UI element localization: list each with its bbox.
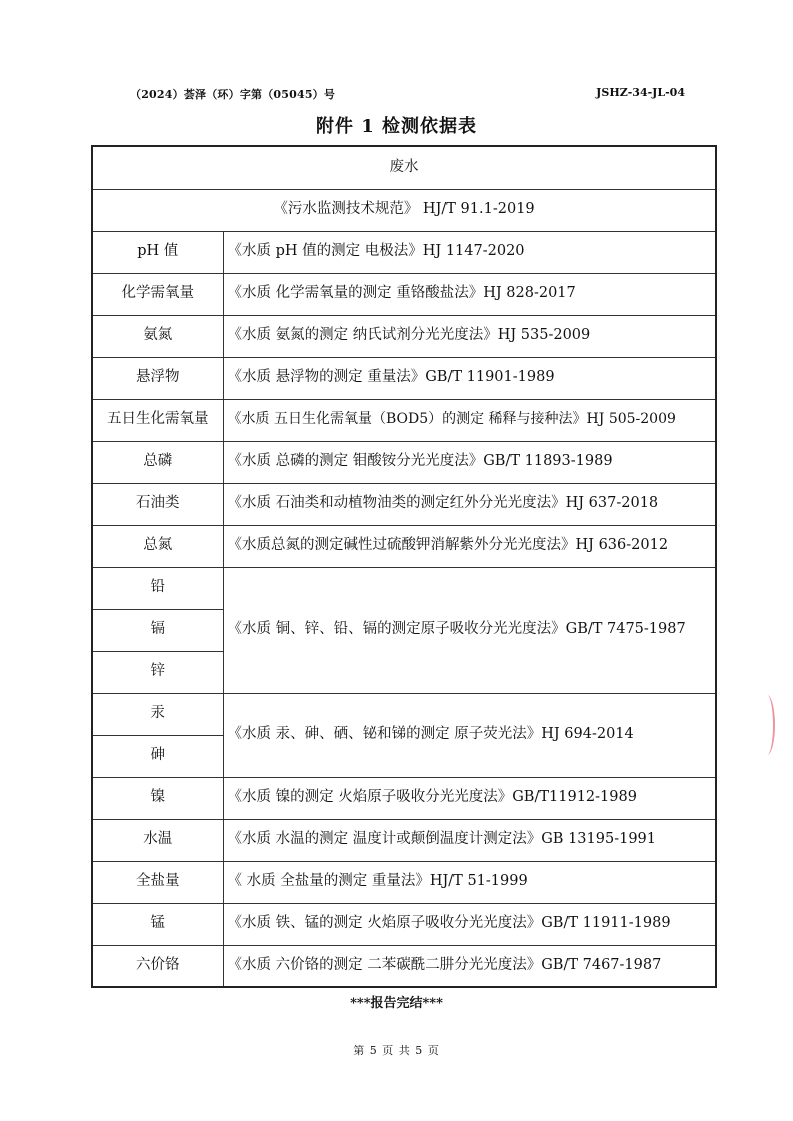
param-cell: 镍 [92,777,223,819]
method-cell: 《水质 化学需氧量的测定 重铬酸盐法》HJ 828-2017 [223,273,716,315]
table-row [92,777,716,819]
param-cell: 化学需氧量 [92,273,223,315]
param-cell: 总氮 [92,525,223,567]
table-row [92,441,716,483]
method-cell: 《 水质 全盐量的测定 重量法》HJ/T 51-1999 [223,861,716,903]
report-end-marker: ***报告完结*** [350,996,443,1011]
table-row [92,819,716,861]
table-row [92,357,716,399]
method-cell: 《水质总氮的测定碱性过硫酸钾消解紫外分光光度法》HJ 636-2012 [223,525,716,567]
method-cell: 《水质 五日生化需氧量（BOD5）的测定 稀释与接种法》HJ 505-2009 [223,399,716,441]
table-row [92,945,716,987]
param-cell: pH 值 [92,231,223,273]
method-cell: 《水质 六价铬的测定 二苯碳酰二肼分光光度法》GB/T 7467-1987 [223,945,716,987]
param-cell: 全盐量 [92,861,223,903]
table-row [92,231,716,273]
method-cell-merged: 《水质 铜、锌、铅、镉的测定原子吸收分光光度法》GB/T 7475-1987 [223,567,716,693]
method-cell: 《水质 氨氮的测定 纳氏试剂分光光度法》HJ 535-2009 [223,315,716,357]
param-cell: 锌 [92,651,223,693]
doc-number: （2024）荟泽（环）字第（05045）号 [130,88,336,101]
method-cell-merged: 《水质 汞、砷、硒、铋和锑的测定 原子荧光法》HJ 694-2014 [223,693,716,777]
param-cell: 锰 [92,903,223,945]
param-cell: 镉 [92,609,223,651]
param-cell: 铅 [92,567,223,609]
method-cell: 《水质 镍的测定 火焰原子吸收分光光度法》GB/T11912-1989 [223,777,716,819]
method-cell: 《水质 pH 值的测定 电极法》HJ 1147-2020 [223,231,716,273]
param-cell: 汞 [92,693,223,735]
param-cell: 六价铬 [92,945,223,987]
table-row [92,903,716,945]
table-row [92,693,716,735]
category-cell: 废水 [92,146,716,189]
doc-code: JSHZ-34-JL-04 [596,86,685,99]
testing-basis-table [91,145,717,988]
table-row [92,273,716,315]
method-cell: 《水质 水温的测定 温度计或颠倒温度计测定法》GB 13195-1991 [223,819,716,861]
table-row [92,399,716,441]
table-row [92,483,716,525]
param-cell: 总磷 [92,441,223,483]
table-row-category [92,146,716,189]
table-row-general [92,189,716,231]
param-cell: 悬浮物 [92,357,223,399]
param-cell: 五日生化需氧量 [92,399,223,441]
method-cell: 《水质 总磷的测定 钼酸铵分光光度法》GB/T 11893-1989 [223,441,716,483]
method-cell: 《水质 铁、锰的测定 火焰原子吸收分光光度法》GB/T 11911-1989 [223,903,716,945]
page-title: 附件 1 检测依据表 [315,116,478,137]
param-cell: 水温 [92,819,223,861]
table-row [92,861,716,903]
table-row [92,315,716,357]
param-cell: 砷 [92,735,223,777]
method-cell: 《水质 石油类和动植物油类的测定红外分光光度法》HJ 637-2018 [223,483,716,525]
seal-edge-mark [759,695,775,755]
general-standard-cell: 《污水监测技术规范》 HJ/T 91.1-2019 [92,189,716,231]
param-cell: 石油类 [92,483,223,525]
page-number: 第 5 页 共 5 页 [353,1044,440,1057]
table-row [92,567,716,609]
table-row [92,525,716,567]
param-cell: 氨氮 [92,315,223,357]
method-cell: 《水质 悬浮物的测定 重量法》GB/T 11901-1989 [223,357,716,399]
